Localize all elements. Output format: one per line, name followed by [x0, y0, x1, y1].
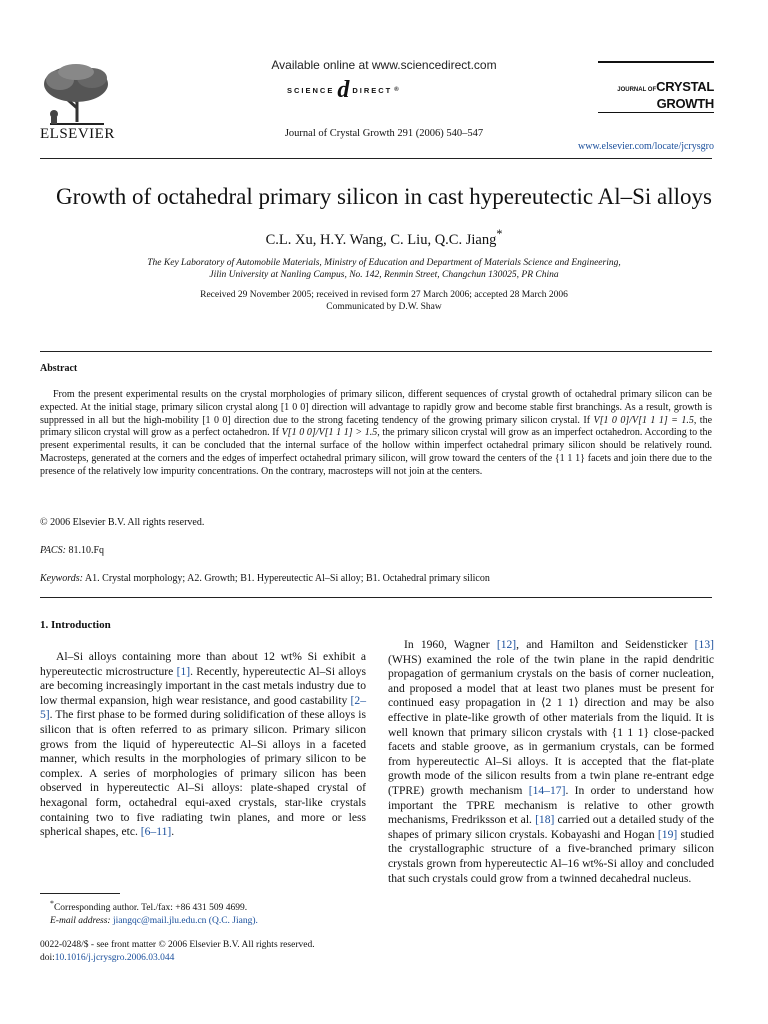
keywords-line: [40, 573, 490, 584]
abstract-part-2: , the primary silicon crystal will grow as a perfect octahedron. If: [40, 414, 713, 439]
citation-link[interactable]: [2–5]: [40, 693, 366, 722]
right-text-2: , and Hamilton and Seidensticker: [516, 638, 695, 651]
doi-link[interactable]: 10.1016/j.jcrysgro.2006.03.044: [54, 952, 175, 963]
publisher-name: ELSEVIER: [40, 126, 115, 142]
dates-block: [0, 289, 768, 313]
right-text-3: (WHS) examined the role of the twin plane in the rapid dendritic propagation of germanium crystals on the basis of corner nucleation, and proposed a model that at least two planes must be present for continued easy propagation in ⟨2 1 1⟩ direction and may be also effective in plate-like growth of other materials from the liquid. It is well known that primary silicon crystals with {1 1 1} close-packed facets and stable groove, as in germanium crystals, can be formed from hypereutectic Al–Si alloys. It is accepted that the flat-plate growth mode of the silicon results from a twin plane re-entrant edge (TPRE) growth mechanism: [388, 652, 714, 797]
abstract-copyright: © 2006 Elsevier B.V. All rights reserved.: [40, 517, 205, 528]
sd-registered: ®: [394, 87, 399, 93]
journal-reference: Journal of Crystal Growth 291 (2006) 540–547: [284, 128, 484, 139]
pacs-value: 81.10.Fq: [68, 545, 104, 556]
citation-link[interactable]: [12]: [496, 638, 517, 651]
footnote-rule: [40, 893, 120, 894]
abstract-condition-2: V[1 0 0]/V[1 1 1] > 1.5: [281, 427, 378, 439]
abstract-heading: Abstract: [40, 363, 78, 374]
footnote-mark: *: [50, 899, 54, 908]
citation-link[interactable]: [18]: [535, 813, 555, 827]
citation-link[interactable]: [14–17]: [528, 783, 566, 797]
jcg-rule-top: [598, 61, 714, 63]
affiliation-line-2: Jilin University at Nanling Campus, No. 142, Renmin Street, Changchun 130025, PR China: [209, 270, 559, 280]
sciencedirect-logo: [287, 79, 477, 101]
journal-logo: [594, 80, 714, 110]
citation-link[interactable]: [13]: [694, 638, 714, 651]
jcg-big-1: CRYSTAL: [656, 79, 714, 94]
citation-link[interactable]: [1]: [176, 664, 191, 678]
intro-text-2: . Recently, hypereutectic Al–Si alloys are becoming increasingly important in the cast metals industry due to low thermal expansion, high wear resistance, and good castability: [40, 664, 367, 707]
right-text-4: . In order to understand how important the TPRE mechanism is relative to other growth mechanisms, Fredriksson et al.: [388, 783, 714, 827]
authors-text: C.L. Xu, H.Y. Wang, C. Liu, Q.C. Jiang: [265, 231, 497, 248]
abstract-body: [40, 389, 712, 479]
available-online-text: Available online at www.sciencedirect.com: [271, 58, 497, 72]
citation-link[interactable]: [6–11]: [140, 825, 172, 839]
header-divider: [40, 158, 712, 159]
right-text-1: In 1960, Wagner: [404, 638, 497, 651]
intro-text-3: . The first phase to be formed during solidification of these alloys is silicon that is often referred to as primary silicon. Primary silicon grows from the liquid of hypereutectic Al–Si alloys in a faceted manner, which results in the morphologies of primary silicon to be complex. A series of morphologies of primary silicon has been observed in hypereutectic Al–Si alloys: plate-shaped crystal of hexagonal form, octahedral equi-axed crystals, star-like crystals containing two to five radiating twin planes, and more or less spherical shapes, etc.: [40, 708, 366, 839]
corresponding-mark[interactable]: *: [496, 227, 503, 241]
abstract-top-rule: [40, 351, 712, 352]
intro-text-4: .: [171, 825, 175, 839]
jcg-rule-bottom: [598, 112, 714, 113]
affiliation-line-1: The Key Laboratory of Automobile Materials, Ministry of Education and Department of Materials Science and Engineering,: [147, 258, 621, 268]
jcg-small: JOURNAL OF: [617, 87, 657, 93]
intro-paragraph: [40, 650, 366, 840]
received-dates: Received 29 November 2005; received in revised form 27 March 2006; accepted 28 March 2006: [200, 290, 568, 300]
communicated-by: Communicated by D.W. Shaw: [326, 302, 442, 312]
keywords-label: Keywords:: [40, 573, 83, 584]
abstract-bottom-rule: [40, 597, 712, 598]
journal-url-link[interactable]: www.elsevier.com/locate/jcrysgro: [578, 141, 714, 152]
sd-right-word: DIRECT: [352, 85, 393, 95]
section-heading-introduction: 1. Introduction: [40, 619, 111, 631]
sd-left-word: SCIENCE: [287, 85, 335, 95]
keywords-value: A1. Crystal morphology; A2. Growth; B1. Hypereutectic Al–Si alloy; B1. Octahedral primary silicon: [84, 573, 490, 584]
right-text-5: carried out a detailed study of the shapes of primary silicon crystals. Kobayashi and Hogan: [388, 813, 714, 841]
footnote-corresponding: Corresponding author. Tel./fax: +86 431 509 4699.: [53, 903, 248, 914]
citation-link[interactable]: [19]: [657, 827, 678, 841]
email-owner: (Q.C. Jiang).: [208, 915, 258, 926]
email-link[interactable]: jiangqc@mail.jlu.edu.cn: [112, 915, 207, 926]
sd-at-mark: d: [337, 77, 350, 103]
issn-line: 0022-0248/$ - see front matter © 2006 Elsevier B.V. All rights reserved.: [40, 940, 315, 950]
abstract-condition-1: V[1 0 0]/V[1 1 1] = 1.5: [593, 414, 694, 426]
abstract-part-3: , the primary silicon crystal will grow as an imperfect octahedron. According to the present experimental results, it can be concluded that the internal surface of the hollow within imperfect octahedral primary silicon should be relatively round. Macrosteps, generated at the corners and the edges of imperfect octahedral primary silicon, will grow toward the centers of the {1 1 1} facets and join there due to the presence of the relatively low impurity concentrations. On the contrary, macrosteps will not join at the centers.: [40, 427, 712, 477]
abstract-part-1: From the present experimental results on the crystal morphologies of primary silicon, different sequences of crystal growth of octahedral primary silicon can be expected. At the initial stage, primary silicon crystal along [1 0 0] direction will advantage to rapidly grow and become stable first branchings. As a result, growth is suppressed in all but the high-mobility [1 0 0] direction due to the strong faceting tendency of the growing primary silicon crystal. If: [40, 389, 712, 426]
affiliation: [0, 257, 768, 281]
intro-text-1: Al–Si alloys containing more than about 12 wt% Si exhibit a hypereutectic microstructure: [40, 650, 366, 678]
pacs-label: PACS:: [40, 545, 66, 556]
right-text-6: studied the crystallographic structure of a five-branched primary silicon crystals grown from hypereutectic Al–16 wt%-Si alloy and concluded that such crystals could grow from a twinned decahedral nucleus.: [388, 827, 714, 885]
footnote: [50, 898, 258, 927]
email-label: E-mail address:: [50, 915, 111, 926]
article-title: Growth of octahedral primary silicon in cast hypereutectic Al–Si alloys: [56, 184, 712, 209]
right-column-paragraph: [388, 638, 714, 886]
pacs-line: [40, 545, 104, 556]
author-list: [0, 227, 768, 249]
jcg-big-2: GROWTH: [656, 96, 714, 111]
doi-label: doi:: [40, 952, 55, 963]
front-matter: [40, 939, 315, 964]
